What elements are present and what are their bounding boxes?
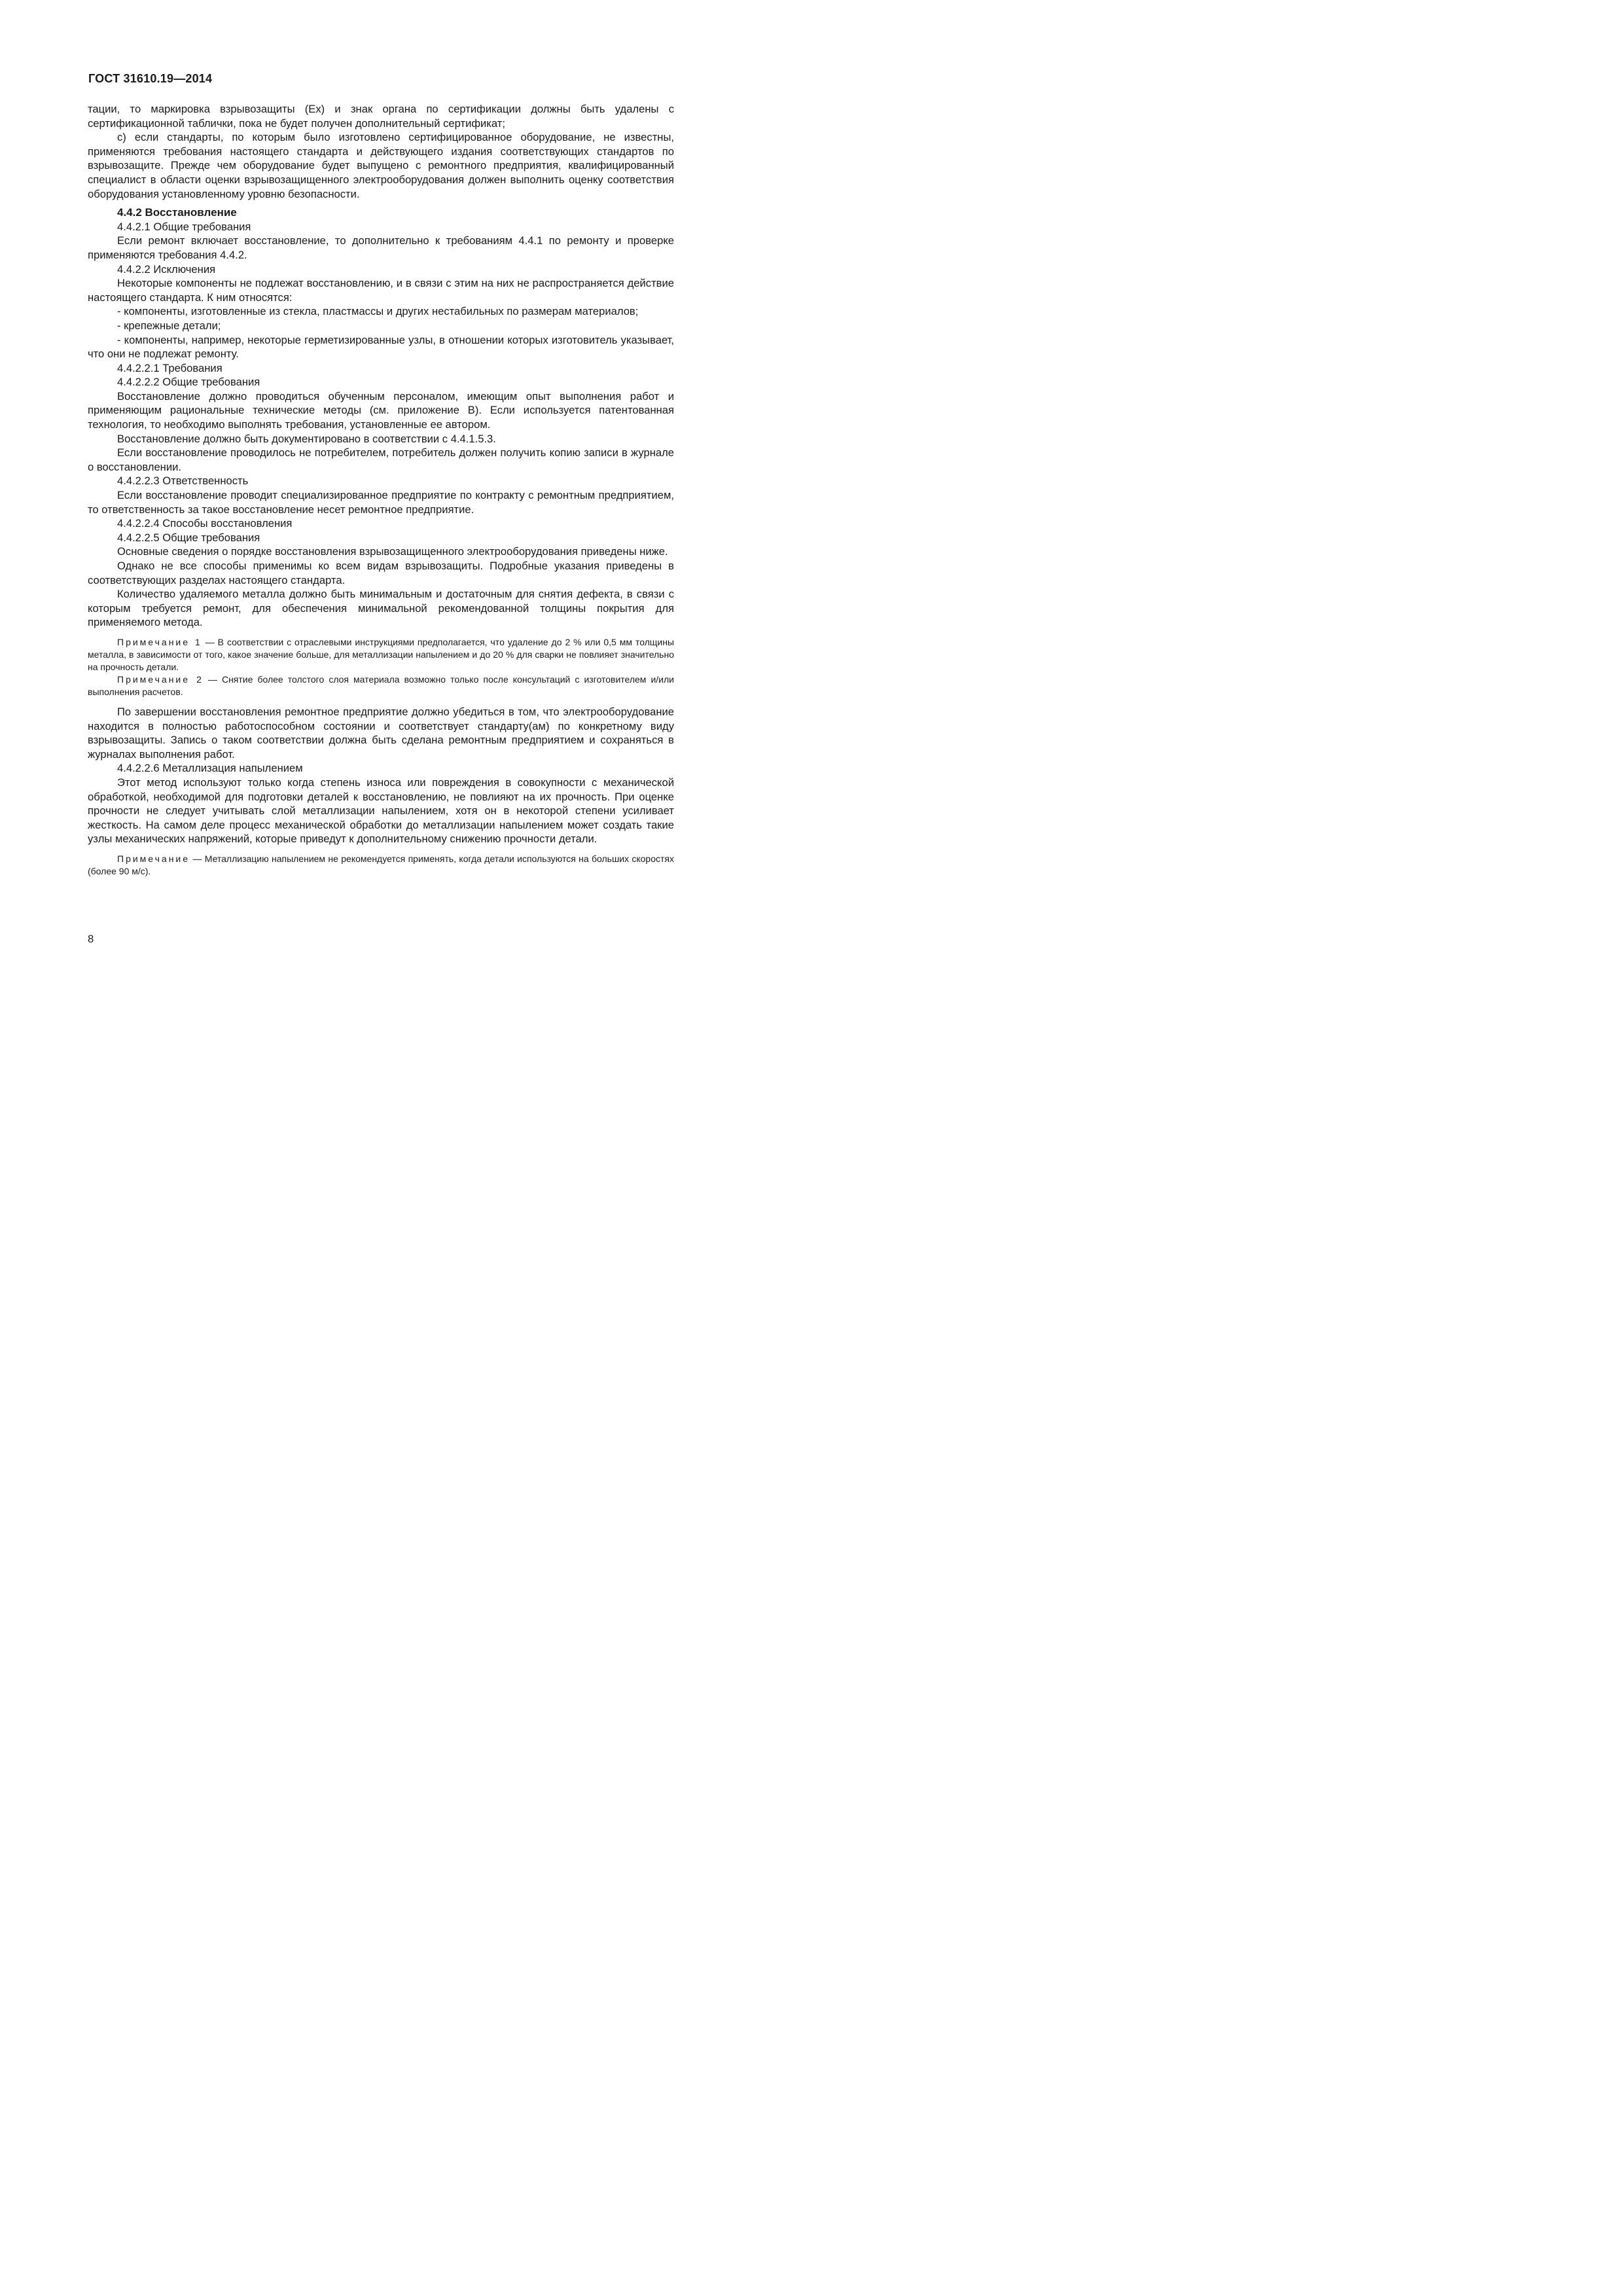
list-item: - компоненты, изготовленные из стекла, пластмассы и других нестабильных по размерам материалов; — [117, 305, 639, 318]
paragraph: Этот метод используют только когда степень износа или повреждения в совокупности с механической обработкой, необходимой для подготовки деталей к восстановлению, не повлияют на их прочность. При оценке прочности не следует учитывать слой металлизации напылением, хотя он в некоторой степени усиливает жесткость. На самом деле процесс механической обработки до металлизации напылением может создать такие узлы механических напряжений, которые приведут к дополнительному снижению прочности детали. — [88, 776, 674, 846]
note-label: Примечание 1 — [117, 636, 202, 647]
paragraph: По завершении восстановления ремонтное предприятие должно убедиться в том, что электрооборудование находится в полностью работоспособном состоянии и соответствует стандарту(ам) по конкретному виду взрывозащиты. Запись о таком соответствии должна быть сделана ремонтным предприятием и сохраняться в журналах выполнения работ. — [88, 705, 674, 761]
paragraph: Восстановление должно проводиться обученным персоналом, имеющим опыт выполнения работ и применяющим рациональные технические методы (см. приложение В). Если используется патентованная технология, то необходимо выполнять требования, установленные ее автором. — [88, 389, 674, 431]
note-label: Примечание 2 — [117, 673, 204, 685]
note-3 — [88, 853, 674, 878]
paragraph: Если восстановление проводит специализированное предприятие по контракту с ремонтным предприятием, то ответственность за такое восстановление несет ремонтное предприятие. — [88, 489, 674, 516]
note-text: — Снятие более толстого слоя материала возможно только после консультаций с изготовителем и/или выполнения расчетов. — [88, 673, 674, 697]
subsection-title: 4.4.2.2.6 Металлизация напылением — [117, 762, 303, 775]
note-2 — [88, 673, 674, 698]
section-heading: 4.4.2 Восстановление — [117, 206, 237, 219]
paragraph: Если ремонт включает восстановление, то дополнительно к требованиям 4.4.1 по ремонту и проверке применяются требования 4.4.2. — [88, 234, 674, 261]
paragraph: Основные сведения о порядке восстановления взрывозащищенного электрооборудования приведены ниже. — [117, 545, 668, 558]
note-text: — Металлизацию напылением не рекомендуется применять, когда детали используются на больших скоростях (более 90 м/с). — [88, 853, 674, 876]
paragraph: Некоторые компоненты не подлежат восстановлению, и в связи с этим на них не распространяется действие настоящего стандарта. К ним относятся: — [88, 277, 674, 304]
note-1 — [88, 636, 674, 673]
note-text: — В соответствии с отраслевыми инструкциями предполагается, что удаление до 2 % или 0,5 мм толщины металла, в зависимости от того, какое значение больше, для металлизации напылением и до 20 % для сварки не повлияет значительно на прочность детали. — [88, 636, 674, 672]
paragraph: c) если стандарты, по которым было изготовлено сертифицированное оборудование, не известны, применяются требования настоящего стандарта и действующего издания соответствующих стандартов по взрывозащите. Прежде чем оборудование будет выпущено с ремонтного предприятия, квалифицированный специалист в области оценки взрывозащищенного электрооборудования должен выполнить оценку соответствия оборудования установленному уровню безопасности. — [88, 131, 674, 200]
list-item: - крепежные детали; — [117, 319, 221, 332]
subsection-title: 4.4.2.2.3 Ответственность — [117, 475, 249, 488]
document-header: ГОСТ 31610.19—2014 — [88, 72, 213, 85]
paragraph: тации, то маркировка взрывозащиты (Ex) и знак органа по сертификации должны быть удалены с сертификационной таблички, пока не будет получен дополнительный сертификат; — [88, 103, 674, 130]
note-label: Примечание — [117, 853, 190, 864]
subsection-title: 4.4.2.2.4 Способы восстановления — [117, 517, 293, 530]
subsection-title: 4.4.2.2 Исключения — [117, 262, 216, 276]
paragraph: Однако не все способы применимы ко всем видам взрывозащиты. Подробные указания приведены в соответствующих разделах настоящего стандарта. — [88, 560, 674, 586]
subsection-title: 4.4.2.1 Общие требования — [117, 220, 251, 233]
subsection-title: 4.4.2.2.1 Требования — [117, 361, 223, 374]
paragraph: Восстановление должно быть документировано в соответствии с 4.4.1.5.3. — [117, 432, 496, 445]
paragraph: Если восстановление проводилось не потребителем, потребитель должен получить копию записи в журнале о восстановлении. — [88, 446, 674, 473]
list-item: - компоненты, например, некоторые герметизированные узлы, в отношении которых изготовитель указывает, что они не подлежат ремонту. — [88, 333, 674, 361]
document-page — [0, 0, 720, 1018]
document-body — [88, 102, 674, 878]
subsection-title: 4.4.2.2.5 Общие требования — [117, 531, 260, 544]
page-number: 8 — [88, 933, 94, 945]
paragraph: Количество удаляемого металла должно быть минимальным и достаточным для снятия дефекта, в связи с которым требуется ремонт, для обеспечения минимальной рекомендованной толщины покрытия для применяемого метода. — [88, 588, 674, 629]
subsection-title: 4.4.2.2.2 Общие требования — [117, 376, 260, 389]
